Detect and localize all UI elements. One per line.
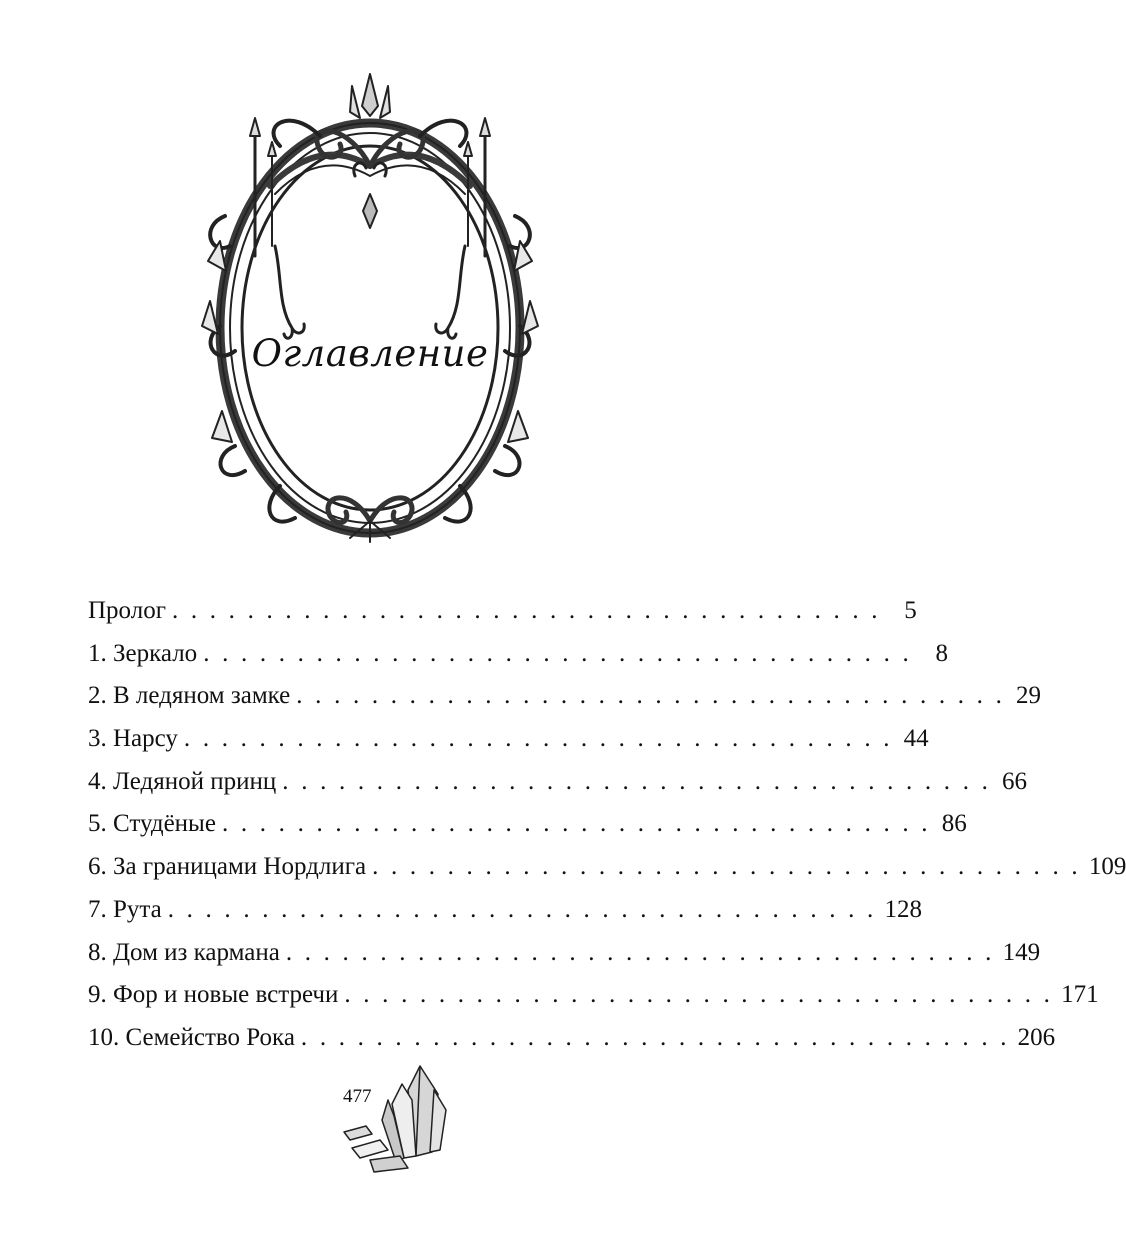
toc-entry-title: 9. Фор и новые встречи [88,981,339,1009]
toc-entry-title: 10. Семейство Рока [88,1023,295,1051]
toc-entry-page: 86 [941,810,967,838]
toc-entry-title: Пролог [88,597,166,624]
toc-entry-page: 8 [935,639,948,667]
toc-entry-page: 44 [903,725,929,753]
toc-entry-title: 2. В ледяном замке [88,682,291,710]
toc-entry-title: 7. Рута [88,895,162,923]
toc-entry-page: 66 [1002,767,1028,795]
toc-entry[interactable] [88,761,1028,804]
toc-leader-dots: . . . . . . . . . . . . . . . . . . . . . . . . . . . . . . . . . . . . . . [300,1023,1010,1051]
toc-leader-dots: . . . . . . . . . . . . . . . . . . . . . . . . . . . . . . . . . . . . . . [296,682,1006,710]
toc-entry-page: 171 [1061,981,1099,1009]
toc-entry[interactable] [88,633,948,676]
toc-entry[interactable] [88,1017,1056,1060]
crystal-cluster-icon [330,1060,450,1176]
toc-leader-dots: . . . . . . . . . . . . . . . . . . . . . . . . . . . . . . . . . . . . . . [344,981,1054,1009]
toc-leader-dots: . . . . . . . . . . . . . . . . . . . . . . . . . . . . . . . . . . . . . . [203,639,912,667]
toc-entry-page: 29 [1016,682,1042,710]
toc-entry[interactable] [88,974,1099,1017]
table-of-contents [88,590,1126,1060]
toc-entry[interactable] [88,803,967,846]
toc-entry[interactable] [88,932,1041,975]
toc-entry-title: 1. Зеркало [88,639,198,667]
toc-leader-dots: . . . . . . . . . . . . . . . . . . . . . . . . . . . . . . . . . . . . . . [221,810,931,838]
toc-leader-dots: . . . . . . . . . . . . . . . . . . . . . . . . . . . . . . . . . . . . . . [285,938,995,966]
toc-leader-dots: . . . . . . . . . . . . . . . . . . . . . . . . . . . . . . . . . . . . . . [167,895,877,923]
toc-entry-title: 5. Студёные [88,810,216,838]
toc-entry-title: 4. Ледяной принц [88,767,277,795]
toc-leader-dots: . . . . . . . . . . . . . . . . . . . . . . . . . . . . . . . . . . . . . . [183,725,893,753]
page-title: Оглавление [251,332,489,375]
toc-entry[interactable] [88,590,917,633]
toc-leader-dots: . . . . . . . . . . . . . . . . . . . . . . . . . . . . . . . . . . . . . . [282,767,992,795]
toc-entry[interactable] [88,675,1042,718]
toc-entry-title: 6. За границами Нордлига [88,853,367,881]
page-number: 477 [343,1086,372,1107]
toc-entry-page: 128 [884,895,922,923]
toc-entry-page: 206 [1017,1023,1056,1051]
toc-entry[interactable] [88,846,1126,889]
toc-entry-page: 149 [1002,938,1041,966]
ornate-mirror-frame-icon [200,66,540,546]
toc-leader-dots: . . . . . . . . . . . . . . . . . . . . . . . . . . . . . . . . . . . . . . [171,597,881,624]
toc-entry[interactable] [88,889,922,932]
toc-leader-dots: . . . . . . . . . . . . . . . . . . . . . . . . . . . . . . . . . . . . . . [372,853,1081,881]
toc-entry-page: 109 [1088,853,1126,881]
toc-entry-page: 5 [904,597,917,624]
toc-entry-title: 8. Дом из кармана [88,938,280,966]
toc-entry[interactable] [88,718,929,761]
toc-entry-title: 3. Нарсу [88,725,178,753]
